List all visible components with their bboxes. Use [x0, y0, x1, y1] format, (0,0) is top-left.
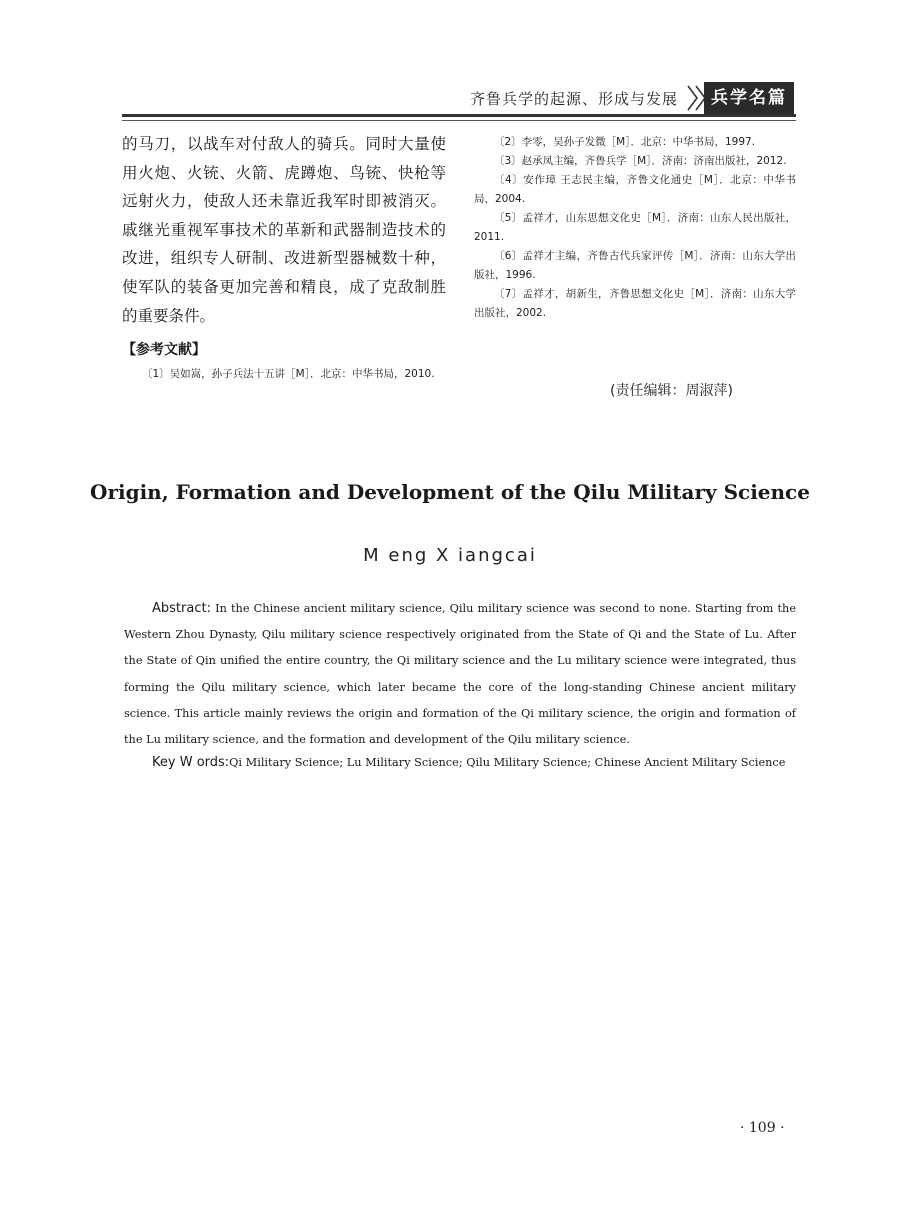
running-header-title: 齐鲁兵学的起源、形成与发展	[470, 90, 679, 108]
references-heading: 【参考文献】	[122, 342, 206, 358]
references-right-column	[474, 133, 796, 323]
section-label: 兵学名篇	[704, 82, 794, 114]
keywords-text: Qi Military Science; Lu Military Science; Qilu Military Science; Chinese Ancient Military Science	[229, 756, 786, 769]
abstract-text: In the Chinese ancient military science, Qilu military science was second to none. Starting from the Western Zhou Dynasty, Qilu military science respectively originated from the State of Qi and the State of Lu. After the State of Qin unified the entire country, the Qi military science and the Lu military science were integrated, thus forming the Qilu military science, which later became the core of the long-standing Chinese ancient military science. This article mainly reviews the origin and formation of the Qi military science, the origin and formation of the Lu military science, and the formation and development of the Qilu military science.	[124, 602, 797, 747]
english-keywords	[124, 752, 824, 774]
reference-item: 〔6〕孟祥才主编，齐鲁古代兵家评传［M］．济南：山东大学出版社，1996.	[474, 250, 796, 281]
reference-item: 〔1〕吴如嵩，孙子兵法十五讲［M］．北京：中华书局，2010.	[142, 368, 435, 380]
header-rule-thin	[122, 120, 796, 121]
page-number: · 109 ·	[740, 1120, 785, 1136]
references-left-column	[122, 365, 446, 384]
reference-item: 〔7〕孟祥才，胡新生，齐鲁思想文化史［M］．济南：山东大学出版社，2002.	[474, 288, 796, 319]
keywords-label: Key W ords:	[152, 755, 230, 770]
english-author: M eng X iangcai	[363, 545, 537, 566]
english-title: Origin, Formation and Development of the Qilu Military Science	[90, 480, 810, 504]
reference-item: 〔5〕孟祥才，山东思想文化史［M］．济南：山东人民出版社，2011.	[474, 212, 796, 243]
english-abstract	[124, 596, 796, 753]
header-rule	[122, 114, 796, 117]
editor-note: (责任编辑：周淑萍)	[610, 383, 733, 399]
abstract-label: Abstract:	[152, 601, 211, 616]
body-paragraph: 的马刀，以战车对付敌人的骑兵。同时大量使用火炮、火铳、火箭、虎蹲炮、鸟铳、快枪等远射火力，使敌人还未靠近我军时即被消灭。戚继光重视军事技术的革新和武器制造技术的改进，组织专人研制、改进新型器械数十种，使军队的装备更加完善和精良，成了克敌制胜的重要条件。	[122, 135, 446, 325]
reference-item: 〔3〕赵承凤主编，齐鲁兵学［M］．济南：济南出版社，2012.	[494, 155, 787, 167]
reference-item: 〔2〕李零，吴孙子发微［M］．北京：中华书局，1997.	[494, 136, 756, 148]
reference-item: 〔4〕安作璋 王志民主编，齐鲁文化通史［M］．北京：中华书局，2004.	[474, 174, 796, 205]
